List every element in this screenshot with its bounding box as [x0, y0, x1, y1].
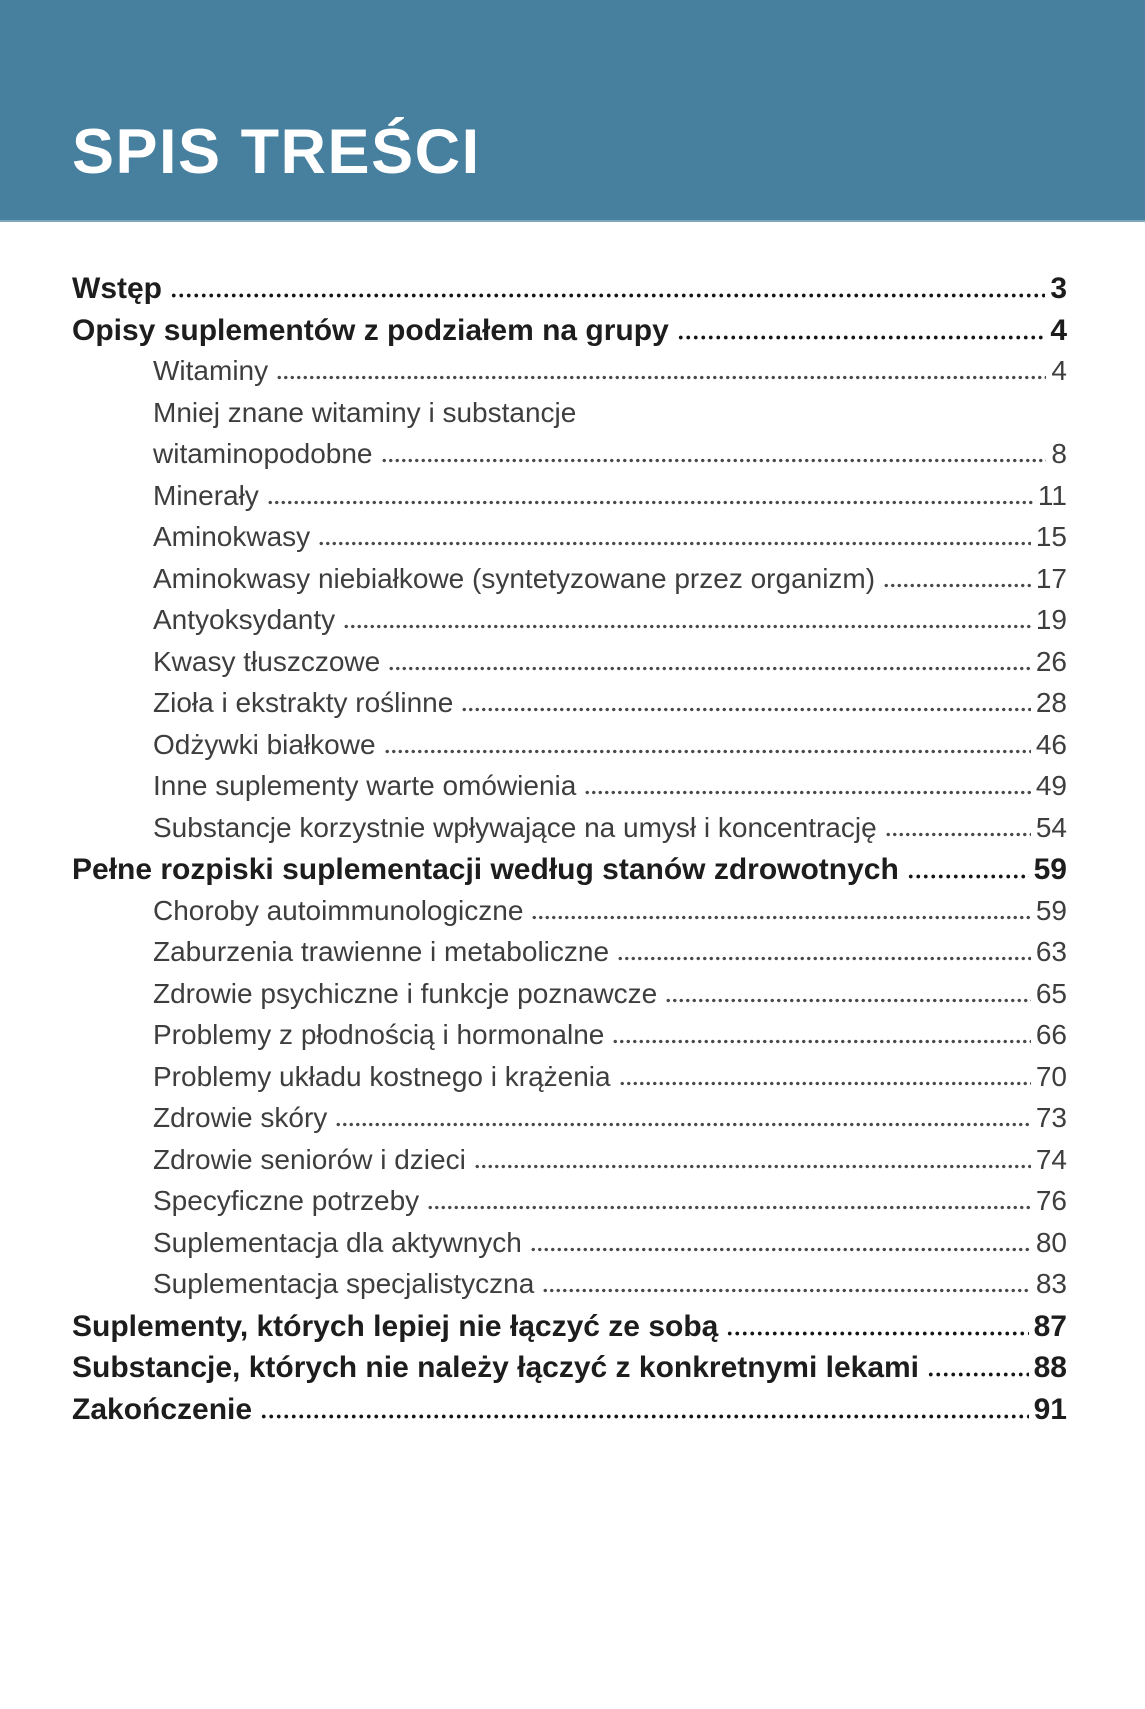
- toc-entry-page: 8: [1051, 438, 1067, 469]
- toc-entry-label: Zdrowie psychiczne i funkcje poznawcze: [153, 977, 658, 1009]
- toc-entry-page: 80: [1035, 1226, 1067, 1258]
- toc-entry[interactable]: [72, 770, 1067, 812]
- toc-entry-label: Suplementacja specjalistyczna: [153, 1268, 535, 1299]
- dot-leader: [381, 458, 1047, 463]
- toc-entry[interactable]: [72, 1268, 1067, 1310]
- toc-entry-page: 73: [1035, 1102, 1067, 1133]
- toc-entry[interactable]: [72, 1102, 1067, 1144]
- toc-entry-label: Suplementy, których lepiej nie łączyć ze sobą: [72, 1309, 719, 1343]
- toc-entry-page: 88: [1033, 1351, 1067, 1384]
- toc-entry-page: 63: [1035, 936, 1067, 967]
- toc-entry-page: 59: [1033, 853, 1067, 886]
- toc-entry[interactable]: [72, 687, 1067, 729]
- toc-entry-label: Wstęp: [72, 272, 162, 305]
- toc-entry[interactable]: [72, 936, 1067, 978]
- toc-entry-label: Substancje, których nie należy łączyć z konkretnymi lekami: [72, 1351, 920, 1384]
- toc-entry-page: 11: [1037, 479, 1067, 511]
- dot-leader: [726, 1331, 1028, 1336]
- toc-entry-page: 54: [1035, 811, 1067, 843]
- dot-leader: [276, 375, 1046, 380]
- dot-leader: [170, 293, 1045, 298]
- toc-entry[interactable]: [72, 521, 1067, 563]
- dot-leader: [335, 1122, 1031, 1127]
- toc-entry-label: Kwasy tłuszczowe: [153, 645, 381, 677]
- toc-entry-page: 26: [1035, 645, 1067, 677]
- toc-entry-label: Problemy z płodnością i hormonalne: [153, 1019, 605, 1050]
- toc-entry[interactable]: [72, 978, 1067, 1020]
- toc-entry[interactable]: [72, 314, 1067, 356]
- dot-leader: [927, 1372, 1029, 1377]
- dot-leader: [461, 707, 1031, 712]
- toc-entry-label: Zaburzenia trawienne i metaboliczne: [153, 936, 610, 967]
- toc-entry-page: 70: [1035, 1060, 1067, 1092]
- dot-leader: [584, 790, 1031, 795]
- dot-leader: [384, 749, 1031, 754]
- table-of-contents: [0, 222, 1145, 1434]
- toc-entry-label: Problemy układu kostnego i krążenia: [153, 1060, 611, 1092]
- toc-entry-page: 87: [1033, 1309, 1067, 1343]
- dot-leader: [619, 1081, 1031, 1086]
- toc-entry-label: Opisy suplementów z podziałem na grupy: [72, 313, 669, 347]
- toc-entry[interactable]: [72, 1019, 1067, 1061]
- toc-entry-label: Aminokwasy niebiałkowe (syntetyzowane przez organizm): [153, 562, 876, 594]
- toc-entry-page: 4: [1050, 313, 1067, 347]
- dot-leader: [617, 956, 1031, 961]
- toc-entry[interactable]: [72, 646, 1067, 688]
- toc-entry[interactable]: [72, 397, 1067, 439]
- toc-entry[interactable]: [72, 1144, 1067, 1186]
- toc-entry-page: 19: [1035, 604, 1067, 635]
- dot-leader: [530, 1247, 1031, 1252]
- toc-entry-page: 28: [1035, 687, 1067, 718]
- toc-entry-label: Suplementacja dla aktywnych: [153, 1226, 522, 1258]
- toc-entry-label: Zdrowie skóry: [153, 1102, 328, 1133]
- toc-entry[interactable]: [72, 812, 1067, 854]
- page-title: SPIS TREŚCI: [72, 117, 481, 187]
- dot-leader: [665, 998, 1031, 1003]
- dot-leader: [907, 874, 1029, 879]
- dot-leader: [267, 500, 1033, 505]
- toc-entry[interactable]: [72, 729, 1067, 771]
- toc-entry[interactable]: [72, 1061, 1067, 1103]
- dot-leader: [677, 335, 1046, 340]
- toc-entry-page: 3: [1050, 272, 1067, 305]
- toc-entry-label: Pełne rozpiski suplementacji według stanów zdrowotnych: [72, 853, 899, 886]
- page-header: [0, 0, 1145, 222]
- toc-entry-label: Antyoksydanty: [153, 604, 336, 635]
- toc-entry-page: 59: [1035, 894, 1067, 926]
- toc-entry[interactable]: [72, 1185, 1067, 1227]
- toc-entry-label: Specyficzne potrzeby: [153, 1185, 420, 1216]
- toc-entry-page: 66: [1035, 1019, 1067, 1050]
- toc-entry[interactable]: [72, 1393, 1067, 1435]
- toc-entry-page: 91: [1033, 1392, 1067, 1426]
- toc-entry-page: 17: [1035, 562, 1067, 594]
- toc-entry-label: Inne suplementy warte omówienia: [153, 770, 577, 801]
- toc-entry-label: Zakończenie: [72, 1392, 253, 1426]
- dot-leader: [542, 1288, 1031, 1293]
- toc-entry-page: 15: [1035, 521, 1067, 552]
- toc-entry-label: Zioła i ekstrakty roślinne: [153, 687, 454, 718]
- toc-entry[interactable]: [72, 1310, 1067, 1352]
- toc-entry[interactable]: [72, 1227, 1067, 1269]
- dot-leader: [883, 583, 1031, 588]
- toc-entry[interactable]: [72, 355, 1067, 397]
- toc-entry-page: 4: [1051, 355, 1067, 386]
- dot-leader: [318, 541, 1031, 546]
- toc-entry-label: Aminokwasy: [153, 521, 311, 552]
- toc-entry[interactable]: [72, 480, 1067, 522]
- toc-entry[interactable]: [72, 272, 1067, 314]
- toc-entry-page: 76: [1035, 1185, 1067, 1216]
- toc-entry-label: Odżywki białkowe: [153, 728, 376, 760]
- toc-entry[interactable]: [72, 563, 1067, 605]
- toc-entry[interactable]: [72, 604, 1067, 646]
- toc-entry[interactable]: [72, 853, 1067, 895]
- toc-entry-label: Substancje korzystnie wpływające na umysł i koncentrację: [153, 811, 877, 843]
- toc-entry-label: Choroby autoimmunologiczne: [153, 894, 524, 926]
- dot-leader: [427, 1205, 1031, 1210]
- toc-entry-page: 83: [1035, 1268, 1067, 1299]
- dot-leader: [260, 1414, 1029, 1419]
- toc-entry[interactable]: [72, 438, 1067, 480]
- toc-entry-label: witaminopodobne: [153, 438, 373, 469]
- toc-entry-page: 46: [1035, 728, 1067, 760]
- toc-entry-page: 65: [1035, 977, 1067, 1009]
- dot-leader: [343, 624, 1031, 629]
- dot-leader: [388, 666, 1031, 671]
- toc-entry[interactable]: [72, 1351, 1067, 1393]
- dot-leader: [612, 1039, 1030, 1044]
- dot-leader: [531, 915, 1030, 920]
- toc-entry-page: 74: [1035, 1143, 1067, 1175]
- toc-entry-label: Witaminy: [153, 355, 269, 386]
- toc-entry[interactable]: [72, 895, 1067, 937]
- toc-entry-label: Mniej znane witaminy i substancje: [153, 396, 577, 428]
- toc-entry-page: 49: [1035, 770, 1067, 801]
- toc-entry-label: Zdrowie seniorów i dzieci: [153, 1143, 466, 1175]
- dot-leader: [474, 1164, 1031, 1169]
- toc-entry-label: Minerały: [153, 479, 259, 511]
- dot-leader: [885, 832, 1031, 837]
